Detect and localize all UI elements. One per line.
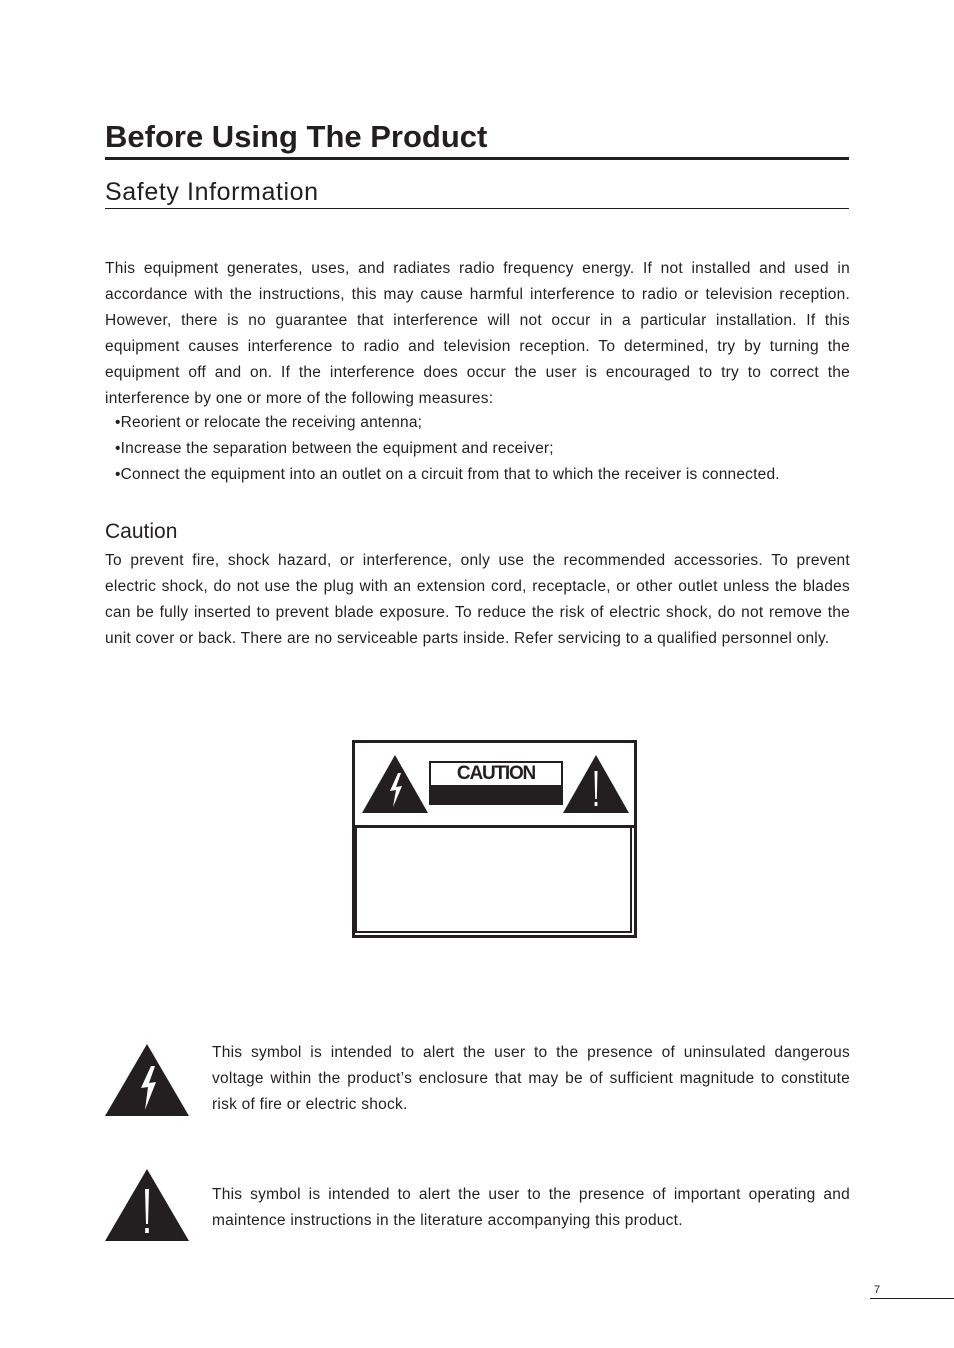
title-underline: [105, 157, 849, 160]
list-item: •Reorient or relocate the receiving antenna;: [115, 414, 423, 431]
caution-paragraph: To prevent fire, shock hazard, or interference, only use the recommended accessories. To prevent electric shock, do not use the plug with an extension cord, receptacle, or other outlet unless the blades can be fully inserted to prevent blade exposure. To reduce the risk of electric shock, do not remove the unit cover or back. There are no serviceable parts inside. Refer servicing to a qualified personnel only.: [105, 552, 850, 647]
exclamation-triangle-icon: [105, 1169, 189, 1241]
caution-banner-fill: [431, 785, 561, 803]
label-text-area: [355, 828, 632, 933]
section-underline: [105, 208, 849, 209]
lightning-triangle-icon: [105, 1044, 189, 1116]
lightning-symbol-description: This symbol is intended to alert the user to the presence of uninsulated dangerous voltage within the product’s enclosure that may be of sufficient magnitude to constitute risk of fire or electric shock.: [212, 1044, 850, 1113]
list-item: •Connect the equipment into an outlet on a circuit from that to which the receiver is connected.: [115, 466, 780, 483]
caution-banner: [429, 761, 563, 805]
lightning-triangle-icon: [362, 755, 428, 813]
caution-label: [352, 740, 637, 938]
intro-paragraph: This equipment generates, uses, and radiates radio frequency energy. If not installed and used in accordance with the instructions, this may cause harmful interference to radio or television reception. However, there is no guarantee that interference will not occur in a particular installation. If this equipment causes interference to radio and television reception. To determined, try by turning the equipment off and on. If the interference does occur the user is encouraged to try to correct the interference by one or more of the following measures:: [105, 260, 850, 407]
page-title: Before Using The Product: [105, 119, 488, 154]
exclamation-symbol-description: This symbol is intended to alert the user to the presence of important operating and maintence instructions in the literature accompanying this product.: [212, 1186, 850, 1229]
exclamation-triangle-icon: [563, 755, 629, 813]
footer-rule: [870, 1298, 954, 1299]
page-number: 7: [874, 1284, 881, 1296]
caution-banner-text: CAUTION: [456, 763, 536, 784]
section-title: Safety Information: [105, 178, 319, 206]
measures-list: [115, 410, 855, 488]
caution-heading: Caution: [105, 520, 178, 543]
list-item: •Increase the separation between the equipment and receiver;: [115, 440, 554, 457]
